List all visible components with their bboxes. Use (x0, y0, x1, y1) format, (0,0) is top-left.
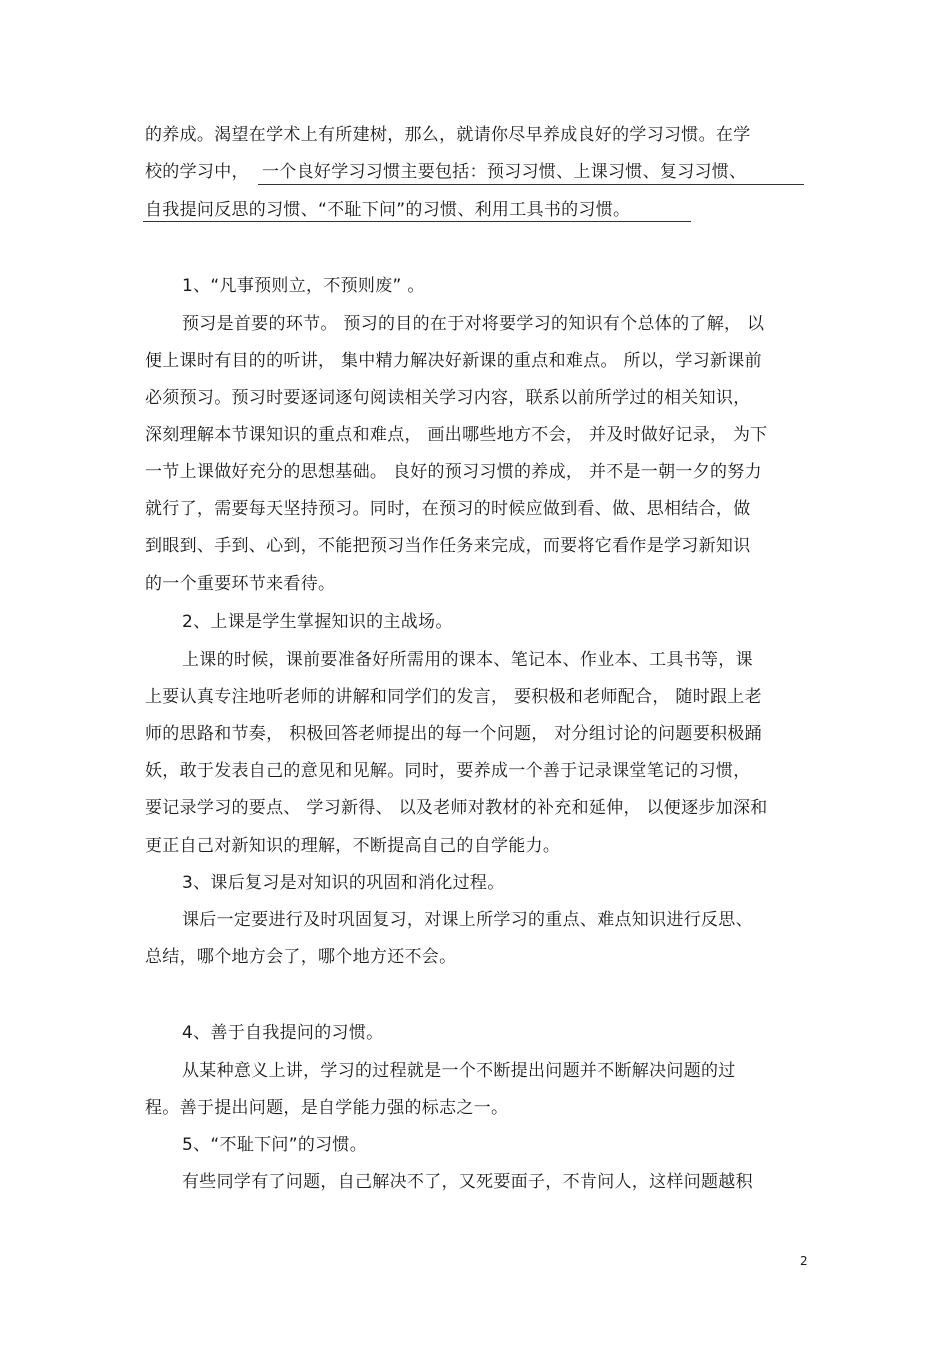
section-5-heading: 5、“不耻下问”的习惯。 (182, 1135, 368, 1155)
section-1-line: 一节上课做好充分的思想基础。 良好的预习习惯的养成， 并不是一朝一夕的努力 (145, 462, 762, 482)
section-2-heading: 2、上课是学生掌握知识的主战场。 (182, 612, 453, 632)
intro-line-1: 的养成。渴望在学术上有所建树，那么，就请你尽早养成良好的学习习惯。在学 (145, 125, 751, 145)
section-2-line: 上课的时候，课前要准备好所需用的课本、笔记本、作业本、工具书等，课 (182, 650, 753, 670)
section-3-heading: 3、课后复习是对知识的巩固和消化过程。 (182, 873, 505, 893)
intro-line-2a: 校的学习中， (145, 162, 249, 182)
section-1-heading: 1、“凡事预则立，不预则废” 。 (182, 276, 425, 296)
underline-rule-2 (143, 221, 691, 222)
section-1-line: 的一个重要环节来看待。 (145, 574, 336, 594)
intro-line-2b-underlined: 一个良好学习习惯主要包括：预习习惯、上课习惯、复习习惯、 (262, 162, 747, 182)
section-3-line: 总结，哪个地方会了，哪个地方还不会。 (145, 947, 457, 967)
section-1-line: 深刻理解本节课知识的重点和难点， 画出哪些地方不会， 并及时做好记录， 为下 (145, 425, 768, 445)
intro-line-3-underlined: 自我提问反思的习惯、“不耻下问”的习惯、利用工具书的习惯。 (145, 200, 631, 220)
section-2-line: 妖，敢于发表自己的意见和见解。同时，要养成一个善于记录课堂笔记的习惯， (145, 761, 751, 781)
section-1-line: 就行了，需要每天坚持预习。同时，在预习的时候应做到看、做、思相结合，做 (145, 499, 751, 519)
underline-rule-1 (258, 184, 804, 185)
page-number: 2 (800, 1254, 808, 1268)
section-4-line: 从某种意义上讲，学习的过程就是一个不断提出问题并不断解决问题的过 (182, 1061, 736, 1081)
section-1-line: 预习是首要的环节。 预习的目的在于对将要学习的知识有个总体的了解， 以 (182, 314, 765, 334)
section-3-line: 课后一定要进行及时巩固复习，对课上所学习的重点、难点知识进行反思、 (182, 910, 753, 930)
section-1-line: 必须预习。预习时要逐词逐句阅读相关学习内容，联系以前所学过的相关知识， (145, 388, 751, 408)
section-2-line: 更正自己对新知识的理解，不断提高自己的自学能力。 (145, 836, 561, 856)
section-5-line: 有些同学有了问题，自己解决不了，又死要面子，不肯问人，这样问题越积 (182, 1172, 753, 1192)
section-1-line: 到眼到、手到、心到，不能把预习当作任务来完成，而要将它看作是学习新知识 (145, 536, 751, 556)
section-4-line: 程。善于提出问题，是自学能力强的标志之一。 (145, 1098, 509, 1118)
section-1-line: 便上课时有目的的听讲， 集中精力解决好新课的重点和难点。 所以，学习新课前 (145, 351, 762, 371)
section-2-line: 师的思路和节奏， 积极回答老师提出的每一个问题， 对分组讨论的问题要积极踊 (145, 724, 762, 744)
section-2-line: 要记录学习的要点、 学习新得、 以及老师对教材的补充和延伸， 以便逐步加深和 (145, 798, 768, 818)
section-4-heading: 4、善于自我提问的习惯。 (182, 1023, 384, 1043)
section-2-line: 上要认真专注地听老师的讲解和同学们的发言， 要积极和老师配合， 随时跟上老 (145, 687, 762, 707)
